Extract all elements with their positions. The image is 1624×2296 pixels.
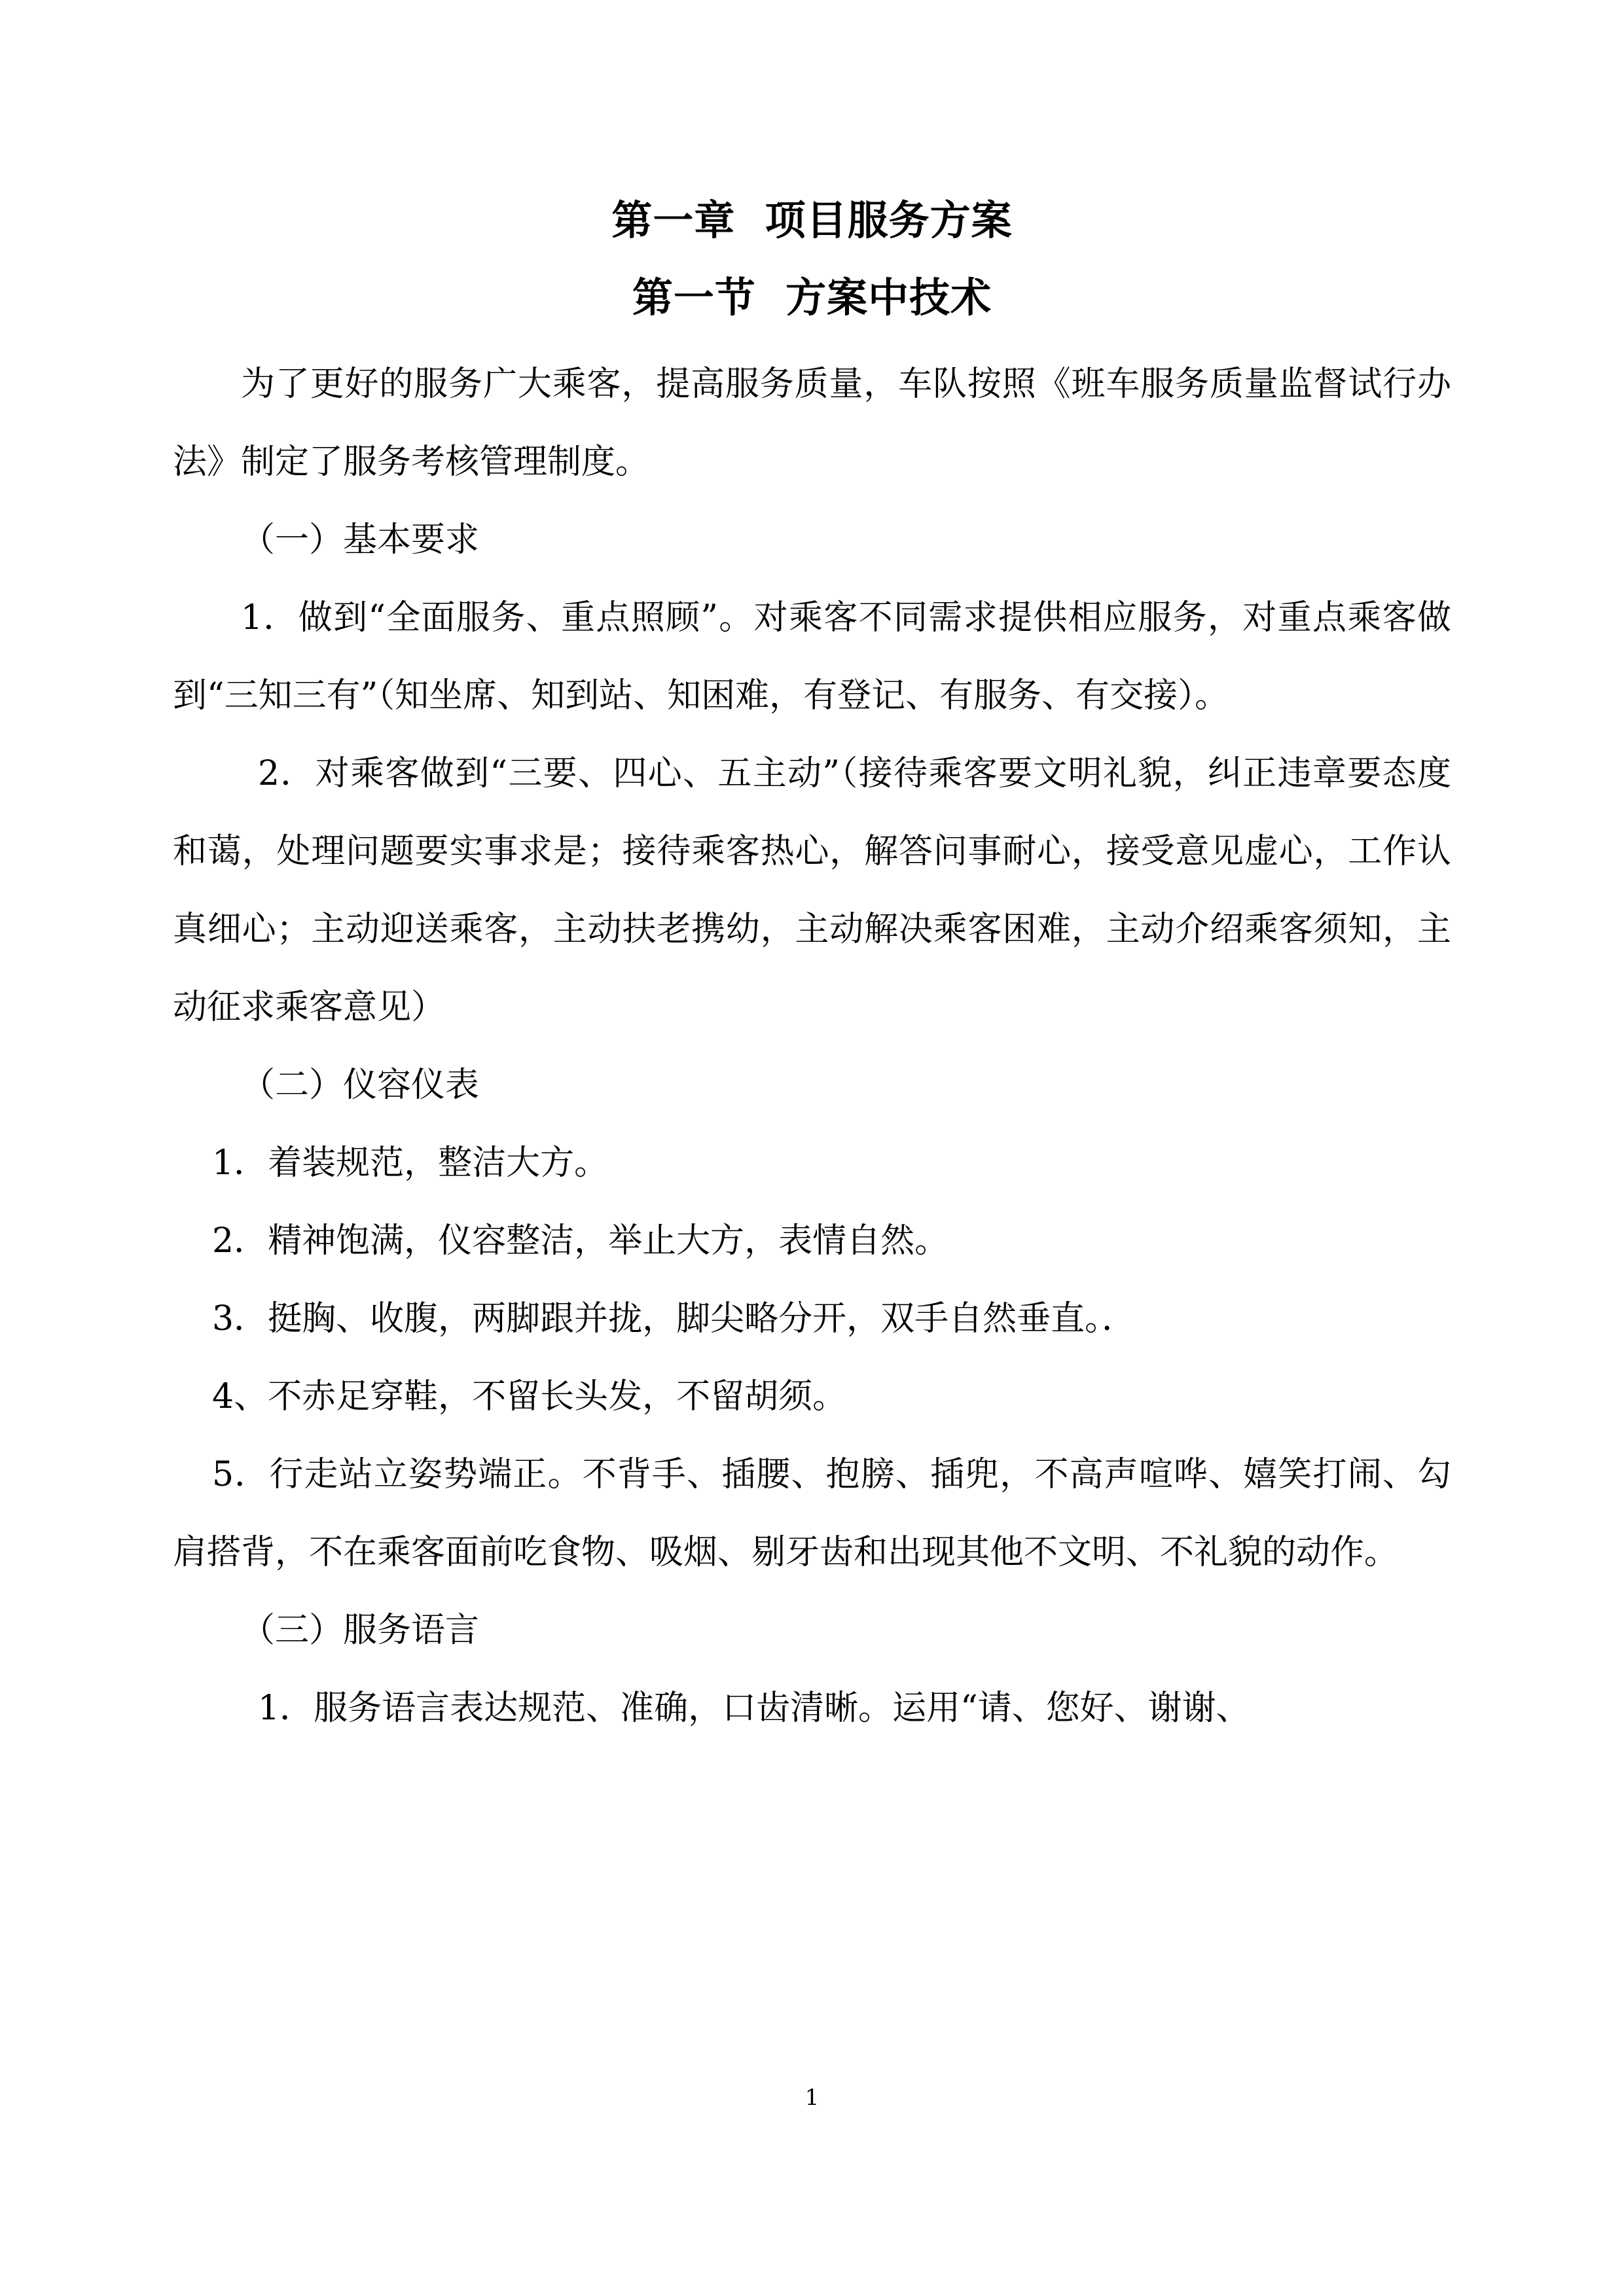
list-item: 5．行走站立姿势端正。不背手、插腰、抱膀、插兜，不高声喧哗、嬉笑打闹、勾肩搭背，不在乘客面前吃食物、吸烟、剔牙齿和出现其他不文明、不礼貌的动作。 [173, 1455, 1451, 1572]
intro-paragraph: 为了更好的服务广大乘客，提高服务质量，车队按照《班车服务质量监督试行办法》制定了服务考核管理制度。 [173, 365, 1451, 482]
page-number: 1 [804, 2085, 820, 2111]
subsection-label-2: （二）仪容仪表 [241, 1066, 480, 1105]
chapter-heading: 第一章 项目服务方案 [611, 196, 1013, 244]
list-item: 3．挺胸、收腹，两脚跟并拢，脚尖略分开，双手自然垂直。． [212, 1299, 1136, 1338]
subsection-label-1: （一）基本要求 [241, 520, 480, 560]
document-body [173, 196, 1451, 1748]
list-item: 4、不赤足穿鞋，不留长头发，不留胡须。 [212, 1377, 847, 1416]
list-item: 2．对乘客做到“三要、四心、五主动”（接待乘客要文明礼貌，纠正违章要态度和蔼，处理问题要实事求是；接待乘客热心，解答问事耐心，接受意见虚心，工作认真细心；主动迎送乘客，主动扶老携幼，主动解决乘客困难，主动介绍乘客须知，主动征求乘客意见） [173, 754, 1451, 1027]
list-item: 1．做到“全面服务、重点照顾”。对乘客不同需求提供相应服务，对重点乘客做到“三知三有”（知坐席、知到站、知困难，有登记、有服务、有交接）。 [173, 598, 1451, 715]
list-item: 1．着装规范，整洁大方。 [212, 1143, 609, 1183]
subsection-label-3: （三）服务语言 [241, 1611, 480, 1650]
list-item: 2．精神饱满，仪容整洁，举止大方，表情自然。 [212, 1221, 949, 1261]
list-item: 1．服务语言表达规范、准确，口齿清晰。运用“请、您好、谢谢、 [258, 1689, 1250, 1728]
section-heading: 第一节 方案中技术 [632, 274, 992, 321]
